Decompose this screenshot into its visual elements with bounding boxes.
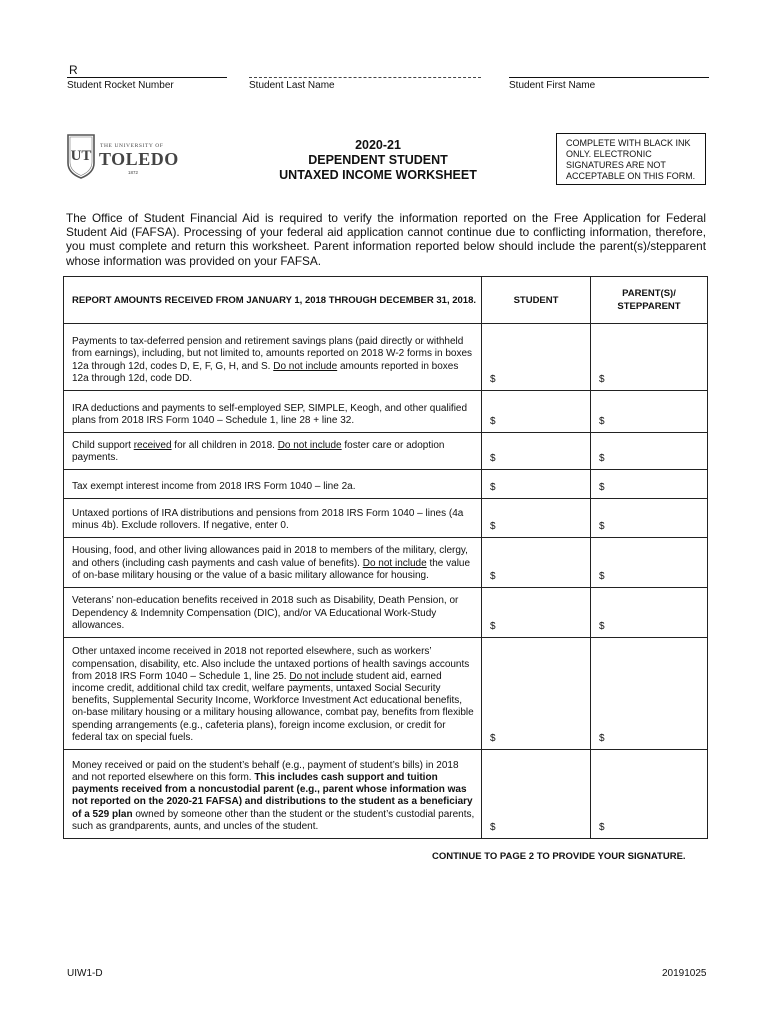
rocket-number-input[interactable]: R (67, 62, 227, 78)
table-row (64, 750, 708, 839)
table-row (64, 538, 708, 588)
row-description: Untaxed portions of IRA distributions and pensions from 2018 IRS Form 1040 – lines (4a minus 4b). Exclude rollovers. If negative, enter 0. (64, 499, 482, 538)
first-name-input[interactable] (509, 62, 709, 78)
form-id: UIW1-D (67, 968, 103, 979)
table-header-row (64, 277, 708, 324)
row-description: Money received or paid on the student’s behalf (e.g., payment of student’s bills) in 2018 and not reported elsewhere on this form. This includes cash support and tuition payments received from a noncustodial parent (e.g., parent whose information was not reported on the 2020-21 FAFSA) and distributions to the student as a beneficiary of a 529 plan owned by someone other than the student or the student’s custodial parents, such as grandparents, aunts, and uncles of the student. (64, 750, 482, 839)
header-student: STUDENT (482, 277, 591, 324)
student-amount-field[interactable]: $ (482, 499, 591, 538)
student-amount-field[interactable]: $ (482, 750, 591, 839)
shield-icon (66, 133, 96, 179)
row-description: Veterans’ non-education benefits received in 2018 such as Disability, Death Pension, or Dependency & Indemnity Compensation (DIC), and/or VA Educational Work-Study allowances. (64, 588, 482, 638)
student-amount-field[interactable]: $ (482, 324, 591, 391)
row-description: Tax exempt interest income from 2018 IRS Form 1040 – line 2a. (64, 470, 482, 499)
row-description: Child support received for all children in 2018. Do not include foster care or adoption payments. (64, 433, 482, 470)
parent-amount-field[interactable]: $ (591, 750, 708, 839)
intro-paragraph: The Office of Student Financial Aid is required to verify the information reported on the Free Application for Federal Student Aid (FAFSA). Processing of your federal aid application cannot continue due to conflicting information, therefore, you must complete and return this worksheet. Parent information reported below should include the parent(s)/stepparent whose information was provided on your FAFSA. (66, 211, 706, 268)
row-description: Payments to tax-deferred pension and retirement savings plans (paid directly or withheld from earnings), including, but not limited to, amounts reported on 2018 W-2 forms in boxes 12a through 12d, codes D, E, F, G, H, and S. Do not include amounts reported in boxes 12a through 12d, code DD. (64, 324, 482, 391)
continue-instruction: CONTINUE TO PAGE 2 TO PROVIDE YOUR SIGNATURE. (432, 851, 686, 862)
student-amount-field[interactable]: $ (482, 470, 591, 499)
row-description: IRA deductions and payments to self-employed SEP, SIMPLE, Keogh, and other qualified plans from 2018 IRS Form 1040 – Schedule 1, line 28 + line 32. (64, 391, 482, 433)
title-line-2: DEPENDENT STUDENT (308, 153, 448, 167)
student-amount-field[interactable]: $ (482, 538, 591, 588)
parent-amount-field[interactable]: $ (591, 324, 708, 391)
parent-amount-field[interactable]: $ (591, 470, 708, 499)
logo-university-line: THE UNIVERSITY OF (100, 143, 164, 149)
title-line-3: UNTAXED INCOME WORKSHEET (279, 168, 477, 182)
table-row (64, 324, 708, 391)
student-amount-field[interactable]: $ (482, 638, 591, 750)
student-amount-field[interactable]: $ (482, 588, 591, 638)
logo-year: 1872 (128, 170, 139, 175)
university-logo (66, 133, 179, 183)
row-description: Other untaxed income received in 2018 not reported elsewhere, such as workers’ compensation, disability, etc. Also include the untaxed portions of health savings accounts from 2018 IRS Form 1040 – Schedule 1, line 25. Do not include student aid, earned income credit, additional child tax credit, welfare payments, untaxed Social Security benefits, Supplemental Security Income, Workforce Investment Act educational benefits, on-base military housing or a military housing allowance, combat pay, benefits from flexible spending arrangements (e.g., cafeteria plans), foreign income exclusion, or credit for federal tax on special fuels. (64, 638, 482, 750)
table-row (64, 588, 708, 638)
header-parent (591, 277, 708, 324)
parent-amount-field[interactable]: $ (591, 588, 708, 638)
parent-amount-field[interactable]: $ (591, 499, 708, 538)
table-row (64, 433, 708, 470)
parent-amount-field[interactable]: $ (591, 638, 708, 750)
header-parent-line-1: PARENT(S)/ (622, 288, 676, 299)
table-row (64, 499, 708, 538)
student-amount-field[interactable]: $ (482, 433, 591, 470)
header-parent-line-2: STEPPARENT (617, 301, 681, 312)
last-name-input[interactable] (249, 62, 481, 78)
form-revision: 20191025 (662, 968, 707, 979)
logo-monogram: UT (70, 148, 92, 164)
parent-amount-field[interactable]: $ (591, 538, 708, 588)
row-description: Housing, food, and other living allowances paid in 2018 to members of the military, clergy, and others (including cash payments and cash value of benefits). Do not include the value of on-base military housing or the value of a basic military allowance for housing. (64, 538, 482, 588)
title-year: 2020-21 (355, 138, 401, 152)
table-row (64, 470, 708, 499)
last-name-label: Student Last Name (249, 80, 335, 91)
student-rocket-number-field[interactable] (67, 62, 227, 91)
worksheet-title (255, 138, 501, 183)
table-row (64, 391, 708, 433)
black-ink-notice: COMPLETE WITH BLACK INK ONLY. ELECTRONIC SIGNATURES ARE NOT ACCEPTABLE ON THIS FORM. (556, 133, 706, 185)
header-report-period: REPORT AMOUNTS RECEIVED FROM JANUARY 1, 2018 THROUGH DECEMBER 31, 2018. (64, 277, 482, 324)
rocket-number-label: Student Rocket Number (67, 80, 174, 91)
parent-amount-field[interactable]: $ (591, 391, 708, 433)
untaxed-income-table (63, 276, 708, 839)
first-name-label: Student First Name (509, 80, 596, 91)
table-row (64, 638, 708, 750)
student-amount-field[interactable]: $ (482, 391, 591, 433)
parent-amount-field[interactable]: $ (591, 433, 708, 470)
logo-name: TOLEDO (99, 149, 179, 169)
student-last-name-field[interactable] (249, 62, 481, 91)
student-first-name-field[interactable] (509, 62, 709, 91)
